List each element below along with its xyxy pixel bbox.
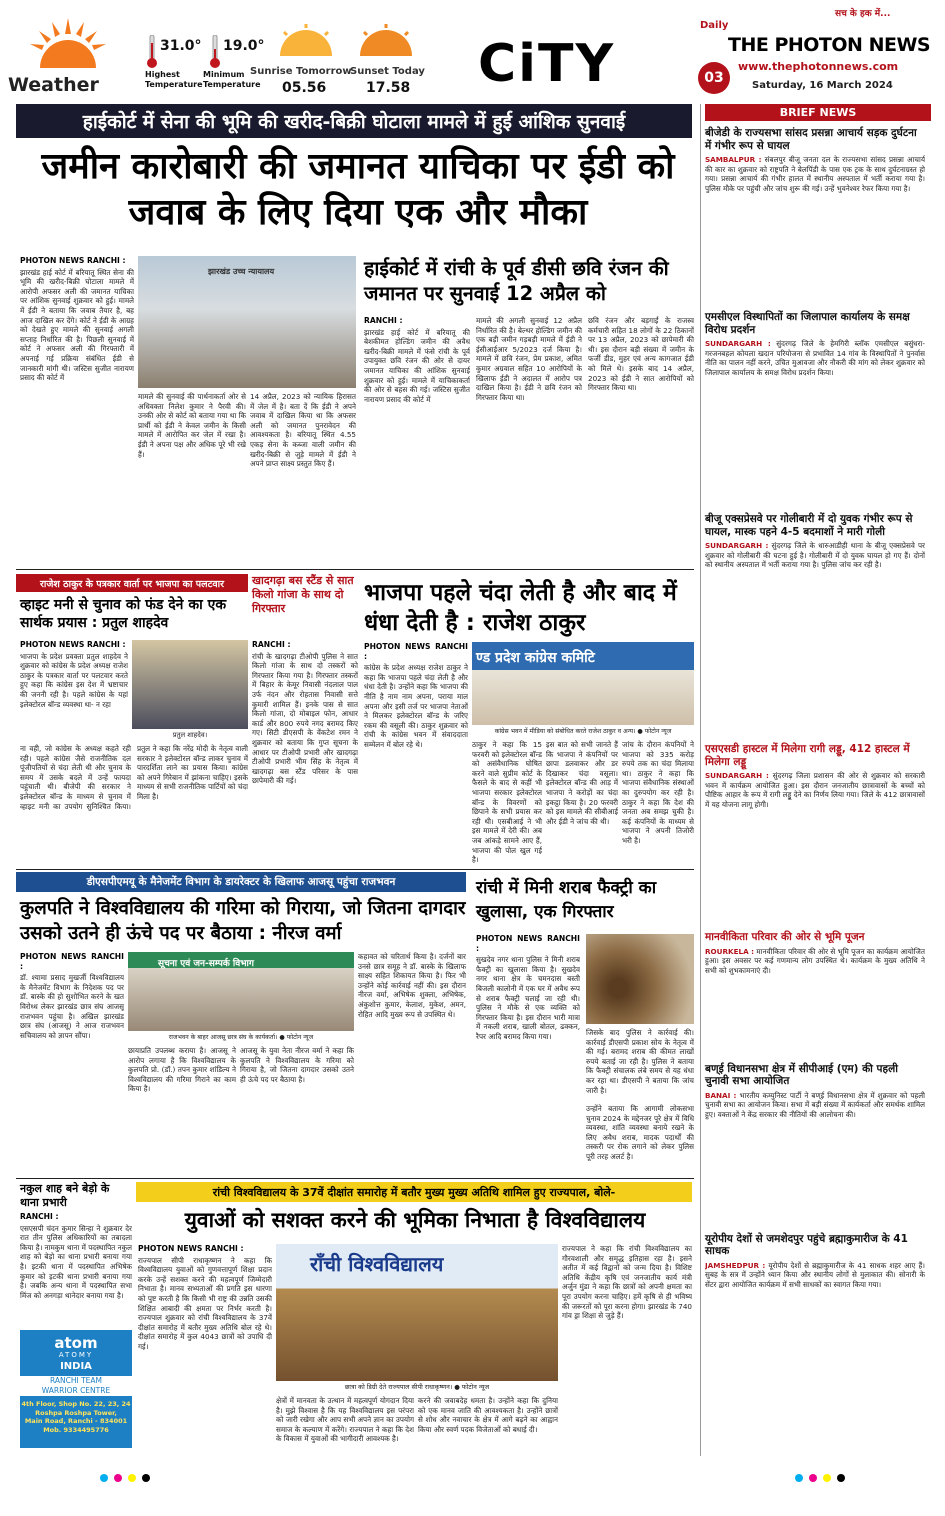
liquor-col-2: जिसके बाद पुलिस ने कार्रवाई की। कार्रवाई डीएसपी प्रकाश सोय के नेतृत्व में की गई। बरामद शराब की कीमत लाखों रुपये बताई जा रही है। पुलिस ने बताया कि फैक्ट्री संचालक लंबे समय से यह धंधा कर रहा था। डीएसपी ने बताया कि जांच जारी है।: [586, 1028, 694, 1095]
prtul-byline: PHOTON NEWS RANCHI :: [20, 640, 126, 649]
brief-s1-loc: SAMBALPUR :: [705, 155, 762, 164]
daily-label: Daily: [700, 20, 729, 31]
sunset-value: 17.58: [366, 80, 411, 96]
nakul-col: [20, 1212, 132, 1324]
brief-s7-loc: JAMSHEDPUR :: [705, 1260, 766, 1270]
brief-s2-loc: SUNDARGARH :: [705, 339, 771, 348]
convocation-kicker: रांची विश्वविद्यालय के 37वें दीक्षांत समारोह में बतौर मुख्य मुख्य अतिथि शामिल हुए राज्यपाल, बोले-: [136, 1182, 692, 1202]
brief-s4-head: एसएसडी हास्टल में मिलेगा रागी लड्डू, 412 हास्टल में मिलेगा लड्डू: [705, 743, 910, 768]
vc-kicker: डीएसपीएमयू के मैनेजमेंट विभाग के डायरेक्टर के खिलाफ आजसू पहुंचा राजभवन: [16, 872, 466, 892]
convocation-photo: [276, 1244, 558, 1392]
tagline: सच के हक में...: [835, 9, 891, 19]
brief-s2-body: सुंदरगढ़ जिले के हेमगिरी ब्लॉक एमसीएल बसुंधरा-गरजनबहल कोयला खदान परियोजना से प्रभावित 14 गांव के विस्थापितों ने पुनर्वास नीति का पालन नहीं करने, उचित मुआवजा और नौकरी की मांग को लेकर शुक्रवार को जिलापाल कार्यालय के समक्ष विरोध प्रदर्शन किया।: [705, 339, 925, 377]
lead-byline: PHOTON NEWS RANCHI :: [20, 256, 126, 265]
convocation-col-2: क्षेत्रों में मानवता के उत्थान में महत्वपूर्ण योगदान दिया है। मुझे विश्वास है कि यह विश्वविद्यालय इस परंपरा को जारी रखेगा और आप सभी अपने ज्ञान का उपयोग समाज के कल्याण में करेंगे। राज्यपाल ने कहा कि देश के विकास में युवाओं की भागीदारी आवश्यक है।: [276, 1396, 414, 1444]
prtul-kicker: राजेश ठाकुर के पत्रकार वार्ता पर भाजपा का पलटवार: [16, 574, 248, 592]
convocation-col-3: करने की जवाबदेह धमता है। उन्होंने कहा कि दुनिया को एक मानव जाति की आवश्यकता है। उन्होंने छात्रों से शोध और नवाचार के क्षेत्र में आगे बढ़ने का आह्वान किया और स्वर्ण पदक विजेताओं को बधाई दी।: [418, 1396, 558, 1434]
brief-s2-text: [705, 339, 925, 507]
lead-col-2: मामले की सुनवाई की पार्थनाकर्ता ओर से अधिवक्ता निलेश कुमार ने पैरवी की। उनकी ओर से कोर्ट को बताया गया था कि प्रार्थी को ईडी ने केवल जमीन के किसी मामले में आरोपित कर जेल में रखा है। ईडी ने अपना पक्ष और अधिक पूरे भी रखे हैं।: [138, 392, 246, 459]
convocation-headline: युवाओं को सशक्त करने की भूमिका निभाता है विश्वविद्यालय: [184, 1208, 646, 1232]
sunrise-value: 05.56: [282, 80, 327, 96]
paper-name: THE PHOTON NEWS: [728, 34, 931, 56]
lead-photo-sign: झारखंड उच्च न्यायालय: [208, 267, 275, 276]
convocation-col-1-text: राज्यपाल सीपी राधाकृष्णन ने कहा कि विश्वविद्यालय युवाओं को गुणवत्तापूर्ण शिक्षा प्रदान करके उन्हें सशक्त करने की महत्वपूर्ण जिम्मेदारी निभाता है। मानव सभ्यताओं की प्रगति इस धारणा को पुष्ट करती है कि किसी भी राष्ट्र की उन्नति उसकी शिक्षित आबादी की क्षमता पर निर्भर करती है। राज्यपाल शुक्रवार को रांची विश्वविद्यालय के 37वें दीक्षांत समारोह में बतौर मुख्य अतिथि बोल रहे थे। दीक्षांत समारोह में कुल 4043 छात्रों को उपाधि दी गई।: [138, 1255, 272, 1351]
prtul-caption: प्रतुल शाहदेव।: [132, 729, 248, 740]
brief-s6-body: भारतीय कम्युनिस्ट पार्टी ने बण्ई विधानसभा क्षेत्र में शुक्रवार को पहली चुनावी सभा का आयोजन किया। सभा में बड़ी संख्या में कार्यकर्ता और समर्थक शामिल हुए। वक्ताओं ने केंद्र सरकार की नीतियों की आलोचना की।: [705, 1090, 925, 1119]
lead-col-1: [20, 256, 134, 566]
rajesh-photo-banner: ण्ड प्रदेश कांग्रेस कमिटि: [476, 650, 595, 666]
sunset-icon: [350, 22, 422, 58]
vc-headline: कुलपति ने विश्वविद्यालय की गरिमा को गिराया, जो जितना दागदार उसको उतने ही ऊंचे पद पर बैठाया : नीरज वर्मा: [20, 898, 466, 944]
highest-temp-label: Highest Temperature: [145, 70, 203, 89]
ad-team: RANCHI TEAM WARRIOR CENTRE: [20, 1376, 132, 1396]
liquor-headline: रांची में मिनी शराब फैक्ट्री का खुलासा, एक गिरफ्तार: [476, 878, 657, 922]
ad-country: INDIA: [60, 1361, 92, 1372]
vc-byline: PHOTON NEWS RANCHI :: [20, 952, 124, 971]
nakul-text: एसएसपी चंदन कुमार सिन्हा ने शुक्रवार देर रात तीन पुलिस अधिकारियों का तबादला किया है। नामकुम थाना में पदस्थापित नकुल शाह को बेड़ो का थाना प्रभारी बनाया गया है। इटकी थाना में पदस्थापित अभिषेक कुमार को इटकी थाना प्रभारी बनाया गया है। जबकि अन्य थाना में पदस्थापित सभा मिंज को अनगड़ा थानेदार बनाया गया है।: [20, 1223, 132, 1300]
brief-s7-text: [705, 1261, 925, 1411]
ad-brand: atom: [54, 1334, 98, 1352]
convocation-col-1: [138, 1244, 272, 1456]
masthead: [0, 0, 945, 100]
brief-sidebar: [700, 104, 928, 1456]
vc-col-3: आजसू के युवा नेता नीरज वर्मा ने कहा कि कुलपति ने विश्वविद्यालय के गरिमा को गिराया है, जो जितना दागदार उसको उतने ही ऊंचे पद पर बैठाया है।: [240, 1046, 354, 1084]
second-col-3: छवि रंजन और बड़गाईं के राजस्व कर्मचारी सहित 18 लोगों के 22 ठिकानों पर 13 अप्रैल, 2023 को छापेमारी की थी। इस दौरान बड़ी संख्या में जमीन के फर्जी डीड, मुहर एवं अन्य कागजात ईडी को मिले थे। इसके बाद 14 अप्रैल, 2023 को ईडी ने सात आरोपियों को गिरफ्तार किया था।: [588, 316, 694, 393]
brief-s3-text: [705, 541, 925, 737]
lead-kicker: हाईकोर्ट में सेना की भूमि की खरीद-बिक्री घोटाला मामले में हुई आंशिक सुनवाई: [16, 104, 692, 138]
ad-brand-sub: ATOMY: [58, 1351, 94, 1359]
convocation-caption: छात्रा को डिग्री देते राज्यपाल सीपी राधाकृष्णन। ● फोटोन न्यूज: [276, 1381, 558, 1392]
nakul-byline: RANCHI :: [20, 1212, 59, 1221]
prtul-photo: [132, 640, 248, 740]
ganja-col-1: [252, 640, 358, 866]
vc-col-4: कहावत को चरितार्थ किया है। दर्जनों बार उनसे छात्र समूह ने डॉ. बास्के के खिलाफ साक्ष्य सहित शिकायत किया है। फिर भी उन्होंने कोई कार्रवाई नहीं की। इस दौरान नीरज वर्मा, अभिषेक शुक्ला, अभिषेक, अंकुशोत्त कुमार, केलाश, मुकेश, अमन, रोहित आदि मुख्य रूप से उपस्थित थे।: [358, 952, 466, 1019]
weather-label: Weather: [8, 74, 99, 96]
liquor-col-1-text: सुखदेव नगर थाना पुलिस ने मिनी शराब फैक्ट्री का खुलासा किया है। सुखदेव नगर थाना क्षेत्र के चमनदास बस्ती बिजली कालोनी में एक घर में अवैध रूप से शराब फैक्ट्री चलाई जा रही थी। पुलिस ने मौके से एक व्यक्ति को गिरफ्तार किया है। इस दौरान भारी मात्रा में नकली शराब, खाली बोतल, ढक्कन, रैपर आदि बरामद किया गया।: [476, 955, 580, 1041]
issue-date: Saturday, 16 March 2024: [752, 80, 893, 91]
prtul-col-b: ना वही, जो कांग्रेस के अध्यक्ष कहते रही रही। पहले कांग्रेस जैसे राजनीतिक दल पूंजीपतियों से चंदा लेती थी और चुनाव के समय में उसके बदले में उन्हें फायदा पहुंचाती थी। बीजेपी की सरकार ने इलेक्टोरल बॉन्ड के माध्यम से चुनाव में व्हाइट मनी का उपयोग सुनिश्चित किया। प्रतुल ने कहा कि नरेंद्र मोदी के नेतृत्व वाली सरकार ने इलेक्टोरल बॉन्ड लाकर चुनाव में पारदर्शिता लाने का प्रयास किया। कांग्रेस को अपने गिरेबान में झांकना चाहिए। इसके माध्यम से सभी राजनीतिक पार्टियों को चंदा मिला है।: [20, 744, 248, 811]
liquor-byline: PHOTON NEWS RANCHI :: [476, 934, 580, 953]
brief-s5-head: मानवीकिता परिवार की ओर से भूमि पूजन: [705, 931, 865, 943]
ganja-headline: खादगढ़ा बस स्टैंड से सात किलो गांजा के साथ दो गिरफ्तार: [252, 574, 354, 615]
liquor-col-3: उन्होंने बताया कि आगामी लोकसभा चुनाव 2024 के मद्देनजर पूरे क्षेत्र में विधि व्यवस्था, शांति व्यवस्था बनाये रखने के लिए अवैध शराब, मादक पदार्थों की तस्करी पर रोक लगाने को लेकर पुलिस पूरी तरह अलर्ट है।: [586, 1104, 694, 1161]
divider: [16, 1178, 694, 1179]
minimum-temp-value: 19.0°: [223, 38, 265, 54]
brief-s3-loc: SUNDARGARH :: [705, 541, 769, 550]
ad-address: 4th Floor, Shop No. 22, 23, 24 Roshpa Roshpa Tower, Main Road, Ranchi - 834001 Mob. 9334495776: [21, 1400, 131, 1434]
prtul-col-a: [20, 640, 128, 740]
lead-photo: [138, 256, 356, 388]
prtul-headline: व्हाइट मनी से चुनाव को फंड देने का एक सार्थक प्रयास : प्रतुल शाहदेव: [20, 597, 227, 631]
section-title: CiTY: [478, 34, 616, 94]
brief-s1-text: [705, 155, 925, 305]
rajesh-col-3: इस बात को सभी जानते हैं कि भाजपा ने कंपनियों पर छापा डलवाकर और डर दिखाकर चंदा वसूला। इलेक्टोरल बॉन्ड की आड़ में भाजपा ने करोड़ों का चंदा इकट्ठा किया है। 20 फरवरी को इस मामले की सीबीआई और ईडी ने जांच की थी।: [546, 740, 618, 826]
lead-col-3: 14 अप्रैल, 2023 को न्यायिक हिरासत में जेल में है। बता दें कि ईडी ने अपने जवाब में दाखिल किया था कि अफसर अली को जमानत पुनरावेदन की आवश्यकता है। बरियातू स्थित 4.55 एकड़ सेना के कब्जा वाली जमीन की खरीद-बिक्री से जुड़े मामले में ईडी ने अपने प्राप्त साक्ष्य प्रस्तुत किए हैं।: [250, 392, 356, 469]
registration-marks: [100, 1474, 845, 1486]
second-headline: हाईकोर्ट में रांची के पूर्व डीसी छवि रंजन की जमानत पर सुनवाई 12 अप्रैल को: [364, 257, 669, 305]
brief-s2-head: एमसीएल विस्थापितों का जिलापाल कार्यालय के समक्ष विरोध प्रदर्शन: [705, 311, 910, 336]
highest-temp-value: 31.0°: [160, 38, 202, 54]
second-byline: RANCHI :: [364, 316, 403, 325]
second-col-2: मामले की अगली सुनवाई 12 अप्रैल निर्धारित की है। बेल्थर होल्डिंग जमीन की एक बड़ी जमीन गड़बड़ी मामले में ईडी ने ईसीआईआर 5/2023 दर्ज किया है। मामले में छवि रंजन, प्रेम प्रकाश, अमित कुमार अग्रवाल सहित 10 आरोपियों के खिलाफ ईडी ने अदालत में आरोप पत्र दाखिल किया है। ईडी ने छवि रंजन को गिरफ्तार किया था।: [476, 316, 582, 402]
vc-caption: राजभवन के बाहर आजसू छात्र संघ के कार्यकर्ता। ● फोटोन न्यूज: [128, 1031, 354, 1042]
vc-col-1: [20, 952, 124, 1174]
divider: [16, 569, 694, 570]
page-number: 03: [698, 62, 730, 94]
vc-col-2: छायाप्रति उपलब्ध कराया है। आजसू ने आरोप लगाया है कि विश्वविद्यालय के कुलपति प्रो. (डॉ.) तपन कुमार शांडिल्य ने विश्वविद्यालय की गरिमा गिराने का काम किया है।: [128, 1046, 236, 1094]
brief-title: BRIEF NEWS: [705, 104, 931, 121]
liquor-col-1: [476, 934, 580, 1174]
sunrise-label: Sunrise Tomorrow: [250, 66, 352, 77]
brief-s4-text: [705, 771, 925, 925]
thermometer-low-icon: [210, 35, 220, 69]
brief-s7-head: यूरोपीय देशों से जमशेदपुर पहुंचे ब्रह्माकुमारीज के 41 साधक: [705, 1232, 908, 1257]
brief-s1-body: संबलपुर बीजू जनता दल के राज्यसभा सांसद प्रसन्ना आचार्य की कार का शुक्रवार को राष्ट्रपति ने बेलपिंडी के पास एक ट्रक के साथ दुर्घटनाग्रस्त हो गया। प्रसन्ना आचार्य की गंभीर हालत में स्थानीय अस्पताल में भर्ती कराया गया है। पुलिस मौके पर पहुंची और जांच शुरू की गई। उन्हें भुवनेश्वर रेफर किया गया है।: [705, 155, 925, 193]
lead-col-1-text: झारखंड हाई कोर्ट में बरियातू स्थित सेना की भूमि की खरीद-बिक्री घोटाला मामले में आरोपी अफसर अली की जमानत याचिका पर आंशिक सुनवाई शुक्रवार को हुई। मामले में ईडी ने बताया कि जवाब तैयार है, बह आज दाखिल कर देंगे। कोर्ट ने ईडी के आग्रह को देखते हुए मामले की सुनवाई अगली सप्ताह निर्धारित की है। पिछली सुनवाई में कोर्ट ने अफसर अली की गिरफ्तारी में अपनाई गई प्रक्रिया संबंधित ईडी से जानकारी मांगी थी। जस्टिस सुजीत नारायण प्रसाद की कोर्ट में: [20, 267, 134, 383]
convocation-col-4: राज्यपाल ने कहा कि रांची विश्वविद्यालय का गौरवशाली और समृद्ध इतिहास रहा है। इसने अतीत में कई विद्वानों को जन्म दिया है। विशिष्ट अतिथि केंद्रीय कृषि एवं जनजातीय कार्य मंत्री अर्जुन मुंडा ने कहा कि छात्रों को अपनी क्षमता का पूरा उपयोग करना चाहिए। हमें कृषि से ही भविष्य की जरूरतों को पूरा करना होगा। झारखंड के 740 गांव ड्रा शिक्षा से जुड़े हैं।: [562, 1244, 692, 1321]
rajesh-col-4: जांच के दौरान कंपनियों ने भाजपा को 335 करोड़ रुपये तक का चंदा मिलाया था। ठाकुर ने कहा कि भाजपा संवैधानिक संस्थाओं का दुरुपयोग कर रही है। ठाकुर ने कहा कि देश की जनता अब समझ चुकी है। कई कंपनियों के माध्यम से भाजपा ने अपनी तिजोरी भरी है।: [622, 740, 694, 845]
brief-s3-body: सुंदरगढ़ जिले के धारुआडीही थाना के बीजू एक्सप्रेसवे पर शुक्रवार को गोलीबारी की घटना हुई है। गोलीबारी में दो युवक घायल हो गए हैं। दोनों को स्थानीय अस्पताल में भर्ती कराया गया है। पुलिस जांच कर रही है।: [705, 541, 925, 570]
vc-photo: [128, 952, 354, 1042]
ganja-col-1-text: रांची के खादगढ़ा टीओपी पुलिस ने सात किलो गांजा के साथ दो तस्करों को गिरफ्तार किया गया है। गिरफ्तार तस्करों में बिहार के केमूर निवासी नंदलाल पाल उर्फ नंदन और रोहतास निवासी सत्ते कुमारी शामिल हैं। इनके पास से सात किलो गांजा, दो मोबाइल फोन, आधार कार्ड और 800 रुपये नगद बरामद किए गए। सिटी डीएसपी के वेंकटेश रमन ने शुक्रवार को बताया कि गुप्त सूचना के आधार पर टीओपी प्रभारी और खादगढ़ा टीओपी प्रभारी भीम सिंह के नेतृत्व में खादगढ़ा बस स्टैंड परिसर के पास छापेमारी की गई।: [252, 651, 358, 786]
rajesh-col-2: ठाकुर ने कहा कि 15 फरवरी को इलेक्टोरल बॉन्ड को असंवैधानिक घोषित करने वाले सुप्रीम कोर्ट के फैसले के बाद से कहीं भी भाजपा सरकार इलेक्टोरल बॉन्ड के विवरणों को छिपाने के सभी प्रयास कर रही थी। एसबीआई ने भी इस मामले में देरी की। अब जब आंकड़े सामने आए हैं, भाजपा की पोल खुल गई है।: [472, 740, 542, 865]
brief-s7-body: यूरोपीय देशों से ब्रह्माकुमारीज के 41 साधक शहर आए हैं। सुबह के सत्र में उन्होंने ध्यान किया और स्थानीय लोगों से मुलाकात की। सोनारी के सेंटर द्वारा आयोजित कार्यक्रम में सभी साधकों का स्वागत किया गया।: [705, 1260, 925, 1289]
divider: [16, 869, 694, 870]
brief-s5-loc: ROURKELA :: [705, 946, 755, 956]
rajesh-col-1: [364, 642, 468, 866]
brief-s5-body: मानवीकिता परिवार की ओर से भूमि पूजन का कार्यक्रम आयोजित हुआ। इस अवसर पर कई गणमान्य लोग उपस्थित थे। कार्यक्रम के मुख्य अतिथि ने सभी को शुभकामनाएं दी।: [705, 946, 925, 975]
second-col-1-text: झारखंड हाई कोर्ट में बरियातू की बेशकीमत होल्डिंग जमीन की अवैध खरीद-बिक्री मामले में फंसे रांची के पूर्व उपायुक्त छवि रंजन की ओर से दायर जमानत याचिका की आंशिक सुनवाई शुक्रवार को हुई। मामले में याचिकाकर्ता की ओर से बहस की गई। जस्टिस सुजीत नारायण प्रसाद की कोर्ट में: [364, 327, 470, 404]
ganja-byline: RANCHI :: [252, 640, 291, 649]
rajesh-photo: [472, 642, 694, 736]
rajesh-caption: कांग्रेस भवन में मीडिया को संबोधित करते राजेश ठाकुर व अन्य। ● फोटोन न्यूज: [472, 725, 694, 736]
thermometer-high-icon: [147, 35, 157, 69]
brief-s5-text: [705, 947, 925, 1057]
lead-headline: जमीन कारोबारी की जमानत याचिका पर ईडी को जवाब के लिए दिया एक और मौका: [41, 146, 675, 233]
brief-s6-head: बण्ई विधानसभा क्षेत्र में सीपीआई (एम) की पहली चुनावी सभा आयोजित: [705, 1062, 898, 1087]
second-col-1: [364, 316, 470, 566]
nakul-headline: नकुल शाह बने बेड़ो के थाना प्रभारी: [20, 1182, 110, 1209]
sun-icon: [26, 16, 110, 74]
convocation-byline: PHOTON NEWS RANCHI :: [138, 1244, 244, 1253]
brief-s4-body: सुंदरगढ़ जिला प्रशासन की ओर से शुक्रवार को सरकारी भवन में कार्यक्रम आयोजित हुआ। इस दौरान जनजातीय छात्रावासों के बच्चों को पौष्टिक आहार के रूप में रागी लड्डू देने का निर्णय लिया गया। जिले के 412 छात्रावासों में यह योजना लागू होगी।: [705, 771, 925, 809]
convocation-photo-banner: राँची विश्वविद्यालय: [310, 1252, 444, 1276]
sunrise-icon: [270, 22, 342, 58]
atomy-ad: [20, 1330, 132, 1448]
brief-s6-loc: BANAI :: [705, 1090, 737, 1100]
brief-s3-head: बीजू एक्सप्रेसवे पर गोलीबारी में दो युवक गंभीर रूप से घायल, मास्क पहने 4-5 बदमाशों ने मारी गोली: [705, 513, 913, 538]
liquor-photo: [586, 934, 694, 1024]
vc-col-1-text: डॉ. श्यामा प्रसाद मुखर्जी विश्वविद्यालय के मैनेजमेंट विभाग के निदेशक पद पर डॉ. बास्के की हो सुशोभित करने के खत विरोध्‍ध लेकर झारखंड छात्र संघ आजसू राजभवन पहुंचा है। अखिल झारखंड छात्र संघ (आजसू) ने आज राजभवन सचिवालय को ज्ञापन सौंपा।: [20, 973, 124, 1040]
rajesh-headline: भाजपा पहले चंदा लेती है और बाद में धंधा देती है : राजेश ठाकुर: [364, 580, 677, 636]
brief-s1-head: बीजेडी के राज्यसभा सांसद प्रसन्ना आचार्य सड़क दुर्घटना में गंभीर रूप से घायल: [705, 127, 917, 152]
rajesh-col-1-text: कांग्रेस के प्रदेश अध्यक्ष राजेश ठाकुर ने कहा कि भाजपा पहले चंदा लेती है और धंधा देती है। उन्होंने कहा कि भाजपा की नीति है नाम नाम अपना, पराया माल अपना और इसी तर्ज पर भाजपा नेताओं ने मिलकर इलेक्टोरल बॉन्ड के जरिए रकम की वसूली की। ठाकुर शुक्रवार को रांची के कांग्रेस भवन में संवाददाता सम्मेलन में बोल रहे थे।: [364, 663, 468, 749]
brief-s4-loc: SUNDARGARH :: [705, 771, 769, 780]
vc-photo-sign: सूचना एवं जन-सम्पर्क विभाग: [158, 959, 254, 969]
website-link[interactable]: www.thephotonnews.com: [738, 60, 899, 73]
minimum-temp-label: Minimum Temperature: [203, 70, 261, 89]
rajesh-byline: PHOTON NEWS RANCHI :: [364, 642, 468, 661]
sunset-label: Sunset Today: [350, 66, 425, 77]
brief-s6-text: [705, 1091, 925, 1227]
prtul-text-a: भाजपा के प्रदेश प्रवक्ता प्रतुल शाहदेव ने शुक्रवार को कांग्रेस के प्रदेश अध्यक्ष राजेश ठाकुर के पत्रकार वार्ता पर पलटवार करते हुए कहा कि कांग्रेस इस देश में भ्रष्टाचार की जननी रही है। पहले कांग्रेस के यहां इलेक्टोरल बॉन्ड व्यवस्था था- न रहा: [20, 651, 128, 709]
